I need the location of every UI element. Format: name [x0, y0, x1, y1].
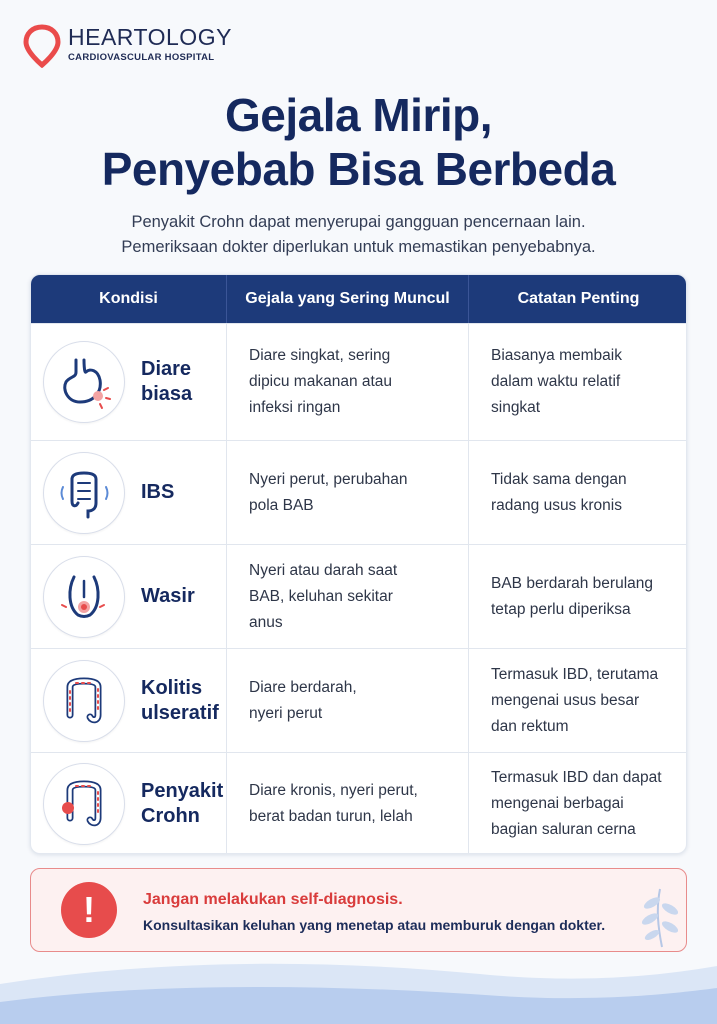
symptoms-cell: Diare berdarah, nyeri perut — [227, 649, 469, 752]
symptoms-cell: Nyeri atau darah saat BAB, keluhan sekitar anus — [227, 545, 469, 648]
footer-wave-decoration — [0, 954, 717, 1024]
stomach-icon — [43, 341, 125, 423]
page-subtitle — [0, 210, 717, 260]
table-row — [31, 648, 686, 752]
title-line-1: Gejala Mirip, — [224, 89, 493, 141]
header-symptoms: Gejala yang Sering Muncul — [227, 275, 469, 323]
subtitle-line-2: Pemeriksaan dokter diperlukan untuk memastikan penyebabnya. — [121, 238, 596, 256]
header-notes: Catatan Penting — [517, 290, 640, 307]
condition-cell — [31, 649, 227, 752]
notes-cell: Biasanya membaik dalam waktu relatif singkat — [491, 347, 622, 416]
condition-name: Wasir — [141, 585, 195, 607]
subtitle-line-1: Penyakit Crohn dapat menyerupai gangguan pencernaan lain. — [131, 213, 586, 231]
condition-name: Penyakit Crohn — [141, 780, 224, 827]
comparison-table — [30, 274, 687, 854]
symptoms-cell: Diare singkat, sering dipicu makanan atau infeksi ringan — [227, 324, 469, 440]
table-header — [31, 275, 686, 323]
table-row — [31, 323, 686, 440]
buttocks-icon — [43, 556, 125, 638]
table-row — [31, 440, 686, 544]
colon-icon — [43, 660, 125, 742]
notes-cell: BAB berdarah berulang tetap perlu diperiksa — [491, 574, 654, 618]
condition-name: Kolitis ulseratif — [141, 676, 219, 724]
leaf-decoration-icon — [632, 883, 678, 949]
notes-cell: Tidak sama dengan radang usus kronis — [491, 470, 627, 514]
table-row — [31, 752, 686, 854]
exclamation-icon: ! — [61, 882, 117, 938]
hospital-logo — [22, 24, 232, 68]
logo-subtitle: CARDIOVASCULAR HOSPITAL — [68, 52, 215, 63]
condition-cell — [31, 324, 227, 440]
intestine-icon — [43, 452, 125, 534]
page-title — [0, 88, 717, 196]
symptoms-cell: Diare kronis, nyeri perut, berat badan turun, lelah — [227, 753, 469, 854]
header-condition: Kondisi — [31, 275, 227, 323]
warning-body: Konsultasikan keluhan yang menetap atau memburuk dengan dokter. — [143, 917, 606, 933]
logo-brand-name: HEARTOLOGY — [68, 24, 232, 50]
warning-title: Jangan melakukan self-diagnosis. — [143, 891, 403, 908]
location-pin-logo-icon — [22, 24, 62, 68]
notes-cell: Termasuk IBD, terutama mengenai usus besar dan rektum — [491, 665, 659, 735]
notes-cell: Termasuk IBD dan dapat mengenai berbagai bagian saluran cerna — [491, 769, 662, 838]
symptoms-cell: Nyeri perut, perubahan pola BAB — [227, 441, 469, 544]
condition-name: IBS — [141, 481, 175, 503]
crohn-intestine-icon — [43, 763, 125, 845]
warning-box — [30, 868, 687, 952]
condition-cell — [31, 441, 227, 544]
condition-name: Diare biasa — [141, 358, 193, 405]
condition-cell — [31, 753, 227, 854]
title-line-2: Penyebab Bisa Berbeda — [101, 143, 616, 195]
condition-cell — [31, 545, 227, 648]
table-row — [31, 544, 686, 648]
